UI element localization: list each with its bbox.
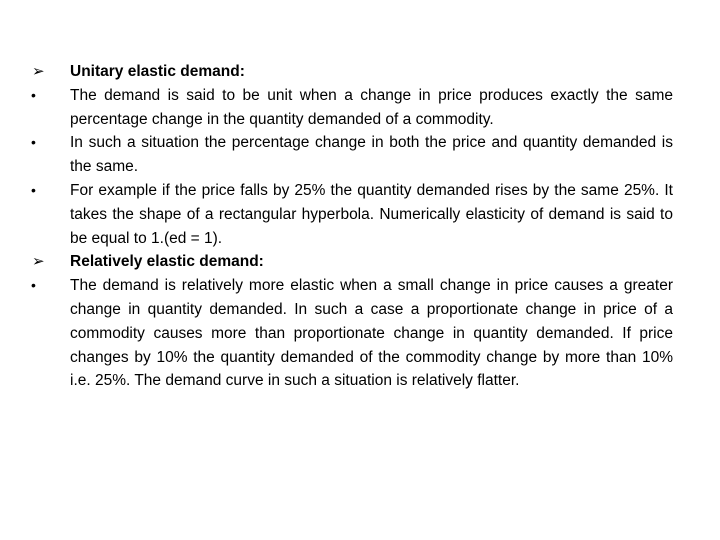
heading-relatively-elastic-demand: [30, 250, 673, 274]
heading-text: Relatively elastic demand:: [70, 253, 264, 271]
bullet-item: [30, 274, 673, 393]
heading-text: Unitary elastic demand:: [70, 63, 245, 80]
heading-unitary-elastic-demand: [30, 60, 673, 84]
bullet-dot-icon: •: [31, 134, 36, 151]
bullet-dot-icon: •: [31, 181, 36, 198]
bullet-text: The demand is said to be unit when a change in price produces exactly the same percentage change in the quantity demanded of a commodity.: [70, 86, 673, 128]
bullet-text: The demand is relatively more elastic when a small change in price causes a greater change in quantity demanded. In such a case a proportionate change in price of a commodity causes more than proportionate change in quantity demanded. If price changes by 10% the quantity demanded of the commodity change by more than 10% i.e. 25%. The demand curve in such a situation is relatively flatter.: [70, 277, 673, 390]
slide-content: [30, 60, 673, 393]
bullet-dot-icon: •: [31, 277, 36, 294]
bullet-text: For example if the price falls by 25% the quantity demanded rises by the same 25%. It takes the shape of a rectangular hyperbola. Numerically elasticity of demand is said to be equal to 1.(ed = 1).: [70, 181, 673, 247]
arrow-bullet-icon: ➢: [32, 63, 45, 80]
bullet-item: [30, 131, 673, 179]
bullet-dot-icon: •: [31, 86, 36, 103]
arrow-bullet-icon: ➢: [32, 253, 45, 271]
bullet-item: [30, 84, 673, 132]
bullet-text: In such a situation the percentage change in both the price and quantity demanded is the same.: [70, 134, 673, 176]
bullet-item: [30, 179, 673, 250]
